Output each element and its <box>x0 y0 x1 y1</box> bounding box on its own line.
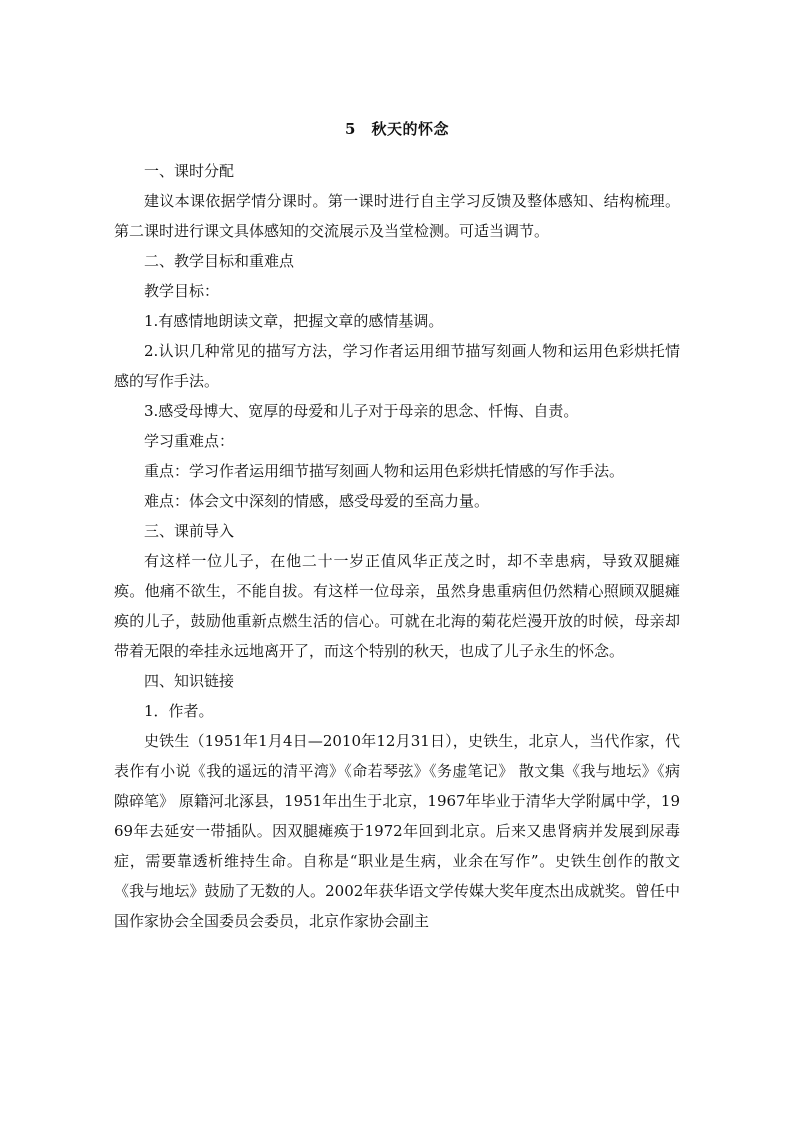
section-heading-introduction: 三、课前导入 <box>144 522 235 540</box>
goal-item-2: 2.认识几种常见的描写方法，学习作者运用细节描写刻画人物和运用色彩烘托情感的写作手法。 <box>114 342 680 390</box>
paragraph-author-bio: 史铁生（1951年1月4日—2010年12月31日），史铁生，北京人，当代作家，代表作有小说《我的遥远的清平湾》《命若琴弦》《务虚笔记》 散文集《我与地坛》《病隙碎笔》 原籍河北涿县，1951年出生于北京，1967年毕业于清华大学附属中学，1969年去延安一带插队。因双腿瘫痪于1972年回到北京。后来又患肾病并发展到尿毒症，需要靠透析维持生命。自称是“职业是生病，业余在写作”。史铁生创作的散文《我与地坛》鼓励了无数的人。2002年获华语文学传媒大奖年度杰出成就奖。曾任中国作家协会全国委员会委员，北京作家协会副主 <box>114 732 680 930</box>
goal-item-1: 1.有感情地朗读文章，把握文章的感情基调。 <box>144 312 444 330</box>
subheading-author: 1．作者。 <box>144 702 214 720</box>
key-point-focus: 重点：学习作者运用细节描写刻画人物和运用色彩烘托情感的写作手法。 <box>144 462 625 480</box>
key-point-difficulty: 难点：体会文中深刻的情感，感受母爱的至高力量。 <box>144 492 490 510</box>
section-heading-lesson-allocation: 一、课时分配 <box>144 162 235 180</box>
page-title: 5 秋天的怀念 <box>345 120 449 138</box>
goal-item-3: 3.感受母博大、宽厚的母爱和儿子对于母亲的思念、忏悔、自责。 <box>144 402 579 420</box>
subheading-teaching-goals: 教学目标： <box>144 282 220 300</box>
section-heading-goals: 二、教学目标和重难点 <box>144 252 295 270</box>
section-heading-knowledge-link: 四、知识链接 <box>144 672 235 690</box>
paragraph-introduction: 有这样一位儿子，在他二十一岁正值风华正茂之时，却不幸患病，导致双腿瘫痪。他痛不欲生，不能自拔。有这样一位母亲，虽然身患重病但仍然精心照顾双腿瘫痪的儿子，鼓励他重新点燃生活的信心。可就在北海的菊花烂漫开放的时候，母亲却带着无限的牵挂永远地离开了，而这个特别的秋天，也成了儿子永生的怀念。 <box>114 552 680 660</box>
paragraph-lesson-allocation: 建议本课依据学情分课时。第一课时进行自主学习反馈及整体感知、结构梳理。第二课时进行课文具体感知的交流展示及当堂检测。可适当调节。 <box>114 192 680 240</box>
subheading-key-points: 学习重难点： <box>144 432 235 450</box>
document-body <box>114 114 680 936</box>
